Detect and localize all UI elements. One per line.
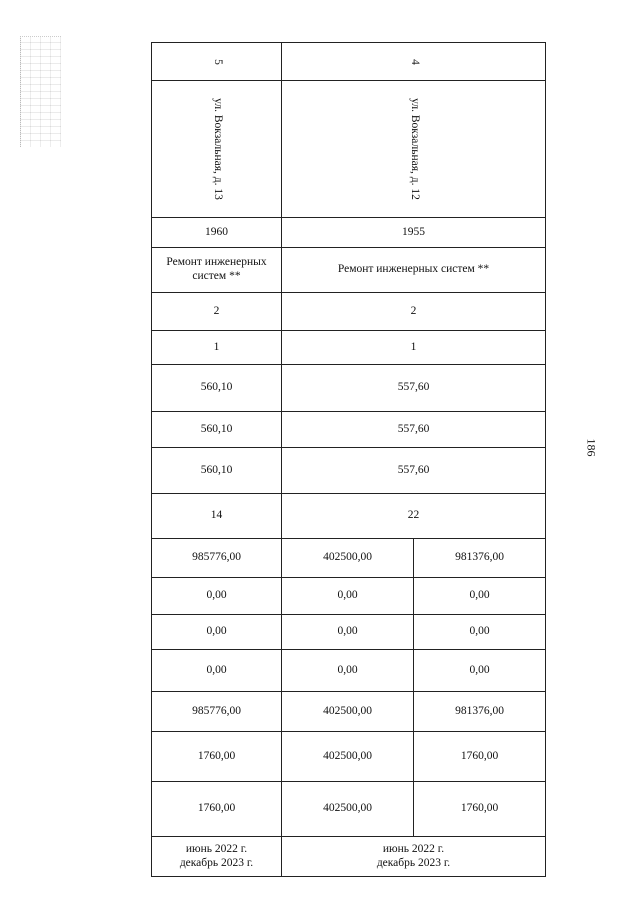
table-cell: 0,00 <box>414 578 546 615</box>
table-row <box>152 448 546 494</box>
table-cell: 14 <box>152 494 282 539</box>
work-type-cell: Ремонт инженерных систем ** <box>152 248 282 293</box>
table-cell: 402500,00 <box>282 692 414 732</box>
year-cell: 1955 <box>282 218 546 248</box>
column-number: 5 <box>211 58 224 65</box>
table-row <box>152 539 546 578</box>
table-row <box>152 837 546 877</box>
table-row <box>152 248 546 293</box>
work-type-cell: Ремонт инженерных систем ** <box>282 248 546 293</box>
table-cell: 981376,00 <box>414 692 546 732</box>
period-start: июнь 2022 г. <box>382 842 445 855</box>
table-cell: 0,00 <box>152 615 282 650</box>
table-row <box>152 331 546 365</box>
table-cell: 557,60 <box>282 412 546 448</box>
address-text: ул. Вокзальная, д. 13 <box>211 98 224 200</box>
table-row <box>152 692 546 732</box>
table-cell: 402500,00 <box>282 782 414 837</box>
period-end: декабрь 2023 г. <box>179 856 254 869</box>
table-row <box>152 782 546 837</box>
period-cell <box>152 837 282 877</box>
table-cell: 1760,00 <box>152 782 282 837</box>
table-row <box>152 578 546 615</box>
table-cell: 981376,00 <box>414 539 546 578</box>
table-row <box>152 81 546 218</box>
scan-artifact <box>20 36 61 147</box>
table-row <box>152 218 546 248</box>
table-cell: 1760,00 <box>414 782 546 837</box>
table-cell: 0,00 <box>414 650 546 692</box>
table-cell: 1 <box>282 331 546 365</box>
table-cell: 1760,00 <box>152 732 282 782</box>
period-cell <box>282 837 546 877</box>
table-cell: 0,00 <box>414 615 546 650</box>
address-text: ул. Вокзальная, д. 12 <box>408 98 421 200</box>
table-cell: 0,00 <box>282 615 414 650</box>
table-cell: 1 <box>152 331 282 365</box>
page-number: 186 <box>584 438 599 457</box>
year-cell: 1960 <box>152 218 282 248</box>
table-cell: 2 <box>152 293 282 331</box>
table-cell: 557,60 <box>282 448 546 494</box>
table-row <box>152 365 546 412</box>
table-cell: 560,10 <box>152 412 282 448</box>
address-cell <box>152 81 282 218</box>
table-row <box>152 494 546 539</box>
table-cell: 560,10 <box>152 365 282 412</box>
column-number-cell <box>152 43 282 81</box>
table-cell: 1760,00 <box>414 732 546 782</box>
address-cell <box>282 81 546 218</box>
table-cell: 0,00 <box>152 578 282 615</box>
document-table <box>151 42 546 877</box>
table-row <box>152 650 546 692</box>
table-cell: 985776,00 <box>152 692 282 732</box>
table-cell: 0,00 <box>282 650 414 692</box>
table-cell: 560,10 <box>152 448 282 494</box>
column-number-cell <box>282 43 546 81</box>
table-cell: 557,60 <box>282 365 546 412</box>
column-number: 4 <box>408 58 421 65</box>
table-row <box>152 732 546 782</box>
table-row <box>152 615 546 650</box>
period-end: декабрь 2023 г. <box>376 856 451 869</box>
table-cell: 2 <box>282 293 546 331</box>
table-row <box>152 412 546 448</box>
table-cell: 0,00 <box>282 578 414 615</box>
table-row <box>152 43 546 81</box>
table-cell: 0,00 <box>152 650 282 692</box>
table-cell: 402500,00 <box>282 732 414 782</box>
table-cell: 985776,00 <box>152 539 282 578</box>
table-row <box>152 293 546 331</box>
period-start: июнь 2022 г. <box>185 842 248 855</box>
table-cell: 22 <box>282 494 546 539</box>
table-cell: 402500,00 <box>282 539 414 578</box>
